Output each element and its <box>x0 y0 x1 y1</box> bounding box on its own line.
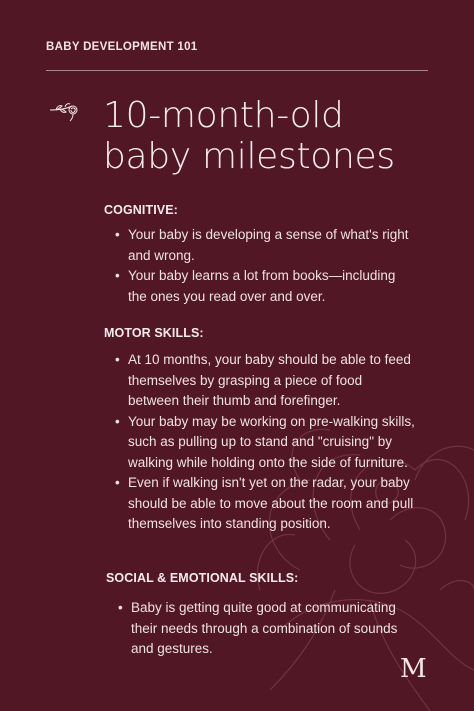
category-label: BABY DEVELOPMENT 101 <box>46 41 198 53</box>
section-heading-motor-skills: MOTOR SKILLS: <box>104 326 204 340</box>
motor-skills-list <box>115 350 415 535</box>
cognitive-list <box>115 225 415 307</box>
list-item: • Your baby may be working on pre-walking skills, such as pulling up to stand and "cruising" by walking while holding onto the side of furniture. <box>115 412 415 474</box>
flower-sprig-icon <box>48 98 82 124</box>
brand-logo: M <box>400 654 426 684</box>
list-item: • At 10 months, your baby should be able to feed themselves by grasping a piece of food between their thumb and forefinger. <box>115 350 415 412</box>
title-line-1: 10-month-old <box>103 95 344 136</box>
title-line-2: baby milestones <box>103 136 395 177</box>
list-item: • Your baby learns a lot from books—including the ones you read over and over. <box>115 266 415 307</box>
page-title <box>103 95 443 177</box>
section-heading-cognitive: COGNITIVE: <box>104 203 178 217</box>
list-item: • Baby is getting quite good at communicating their needs through a combination of sounds and gestures. <box>118 598 418 660</box>
list-item: • Your baby is developing a sense of what's right and wrong. <box>115 225 415 266</box>
divider-line <box>46 70 428 71</box>
section-heading-social-emotional: SOCIAL & EMOTIONAL SKILLS: <box>106 571 299 585</box>
list-item: • Even if walking isn't yet on the radar, your baby should be able to move about the room and pull themselves into standing position. <box>115 473 415 535</box>
social-emotional-list <box>118 598 418 660</box>
